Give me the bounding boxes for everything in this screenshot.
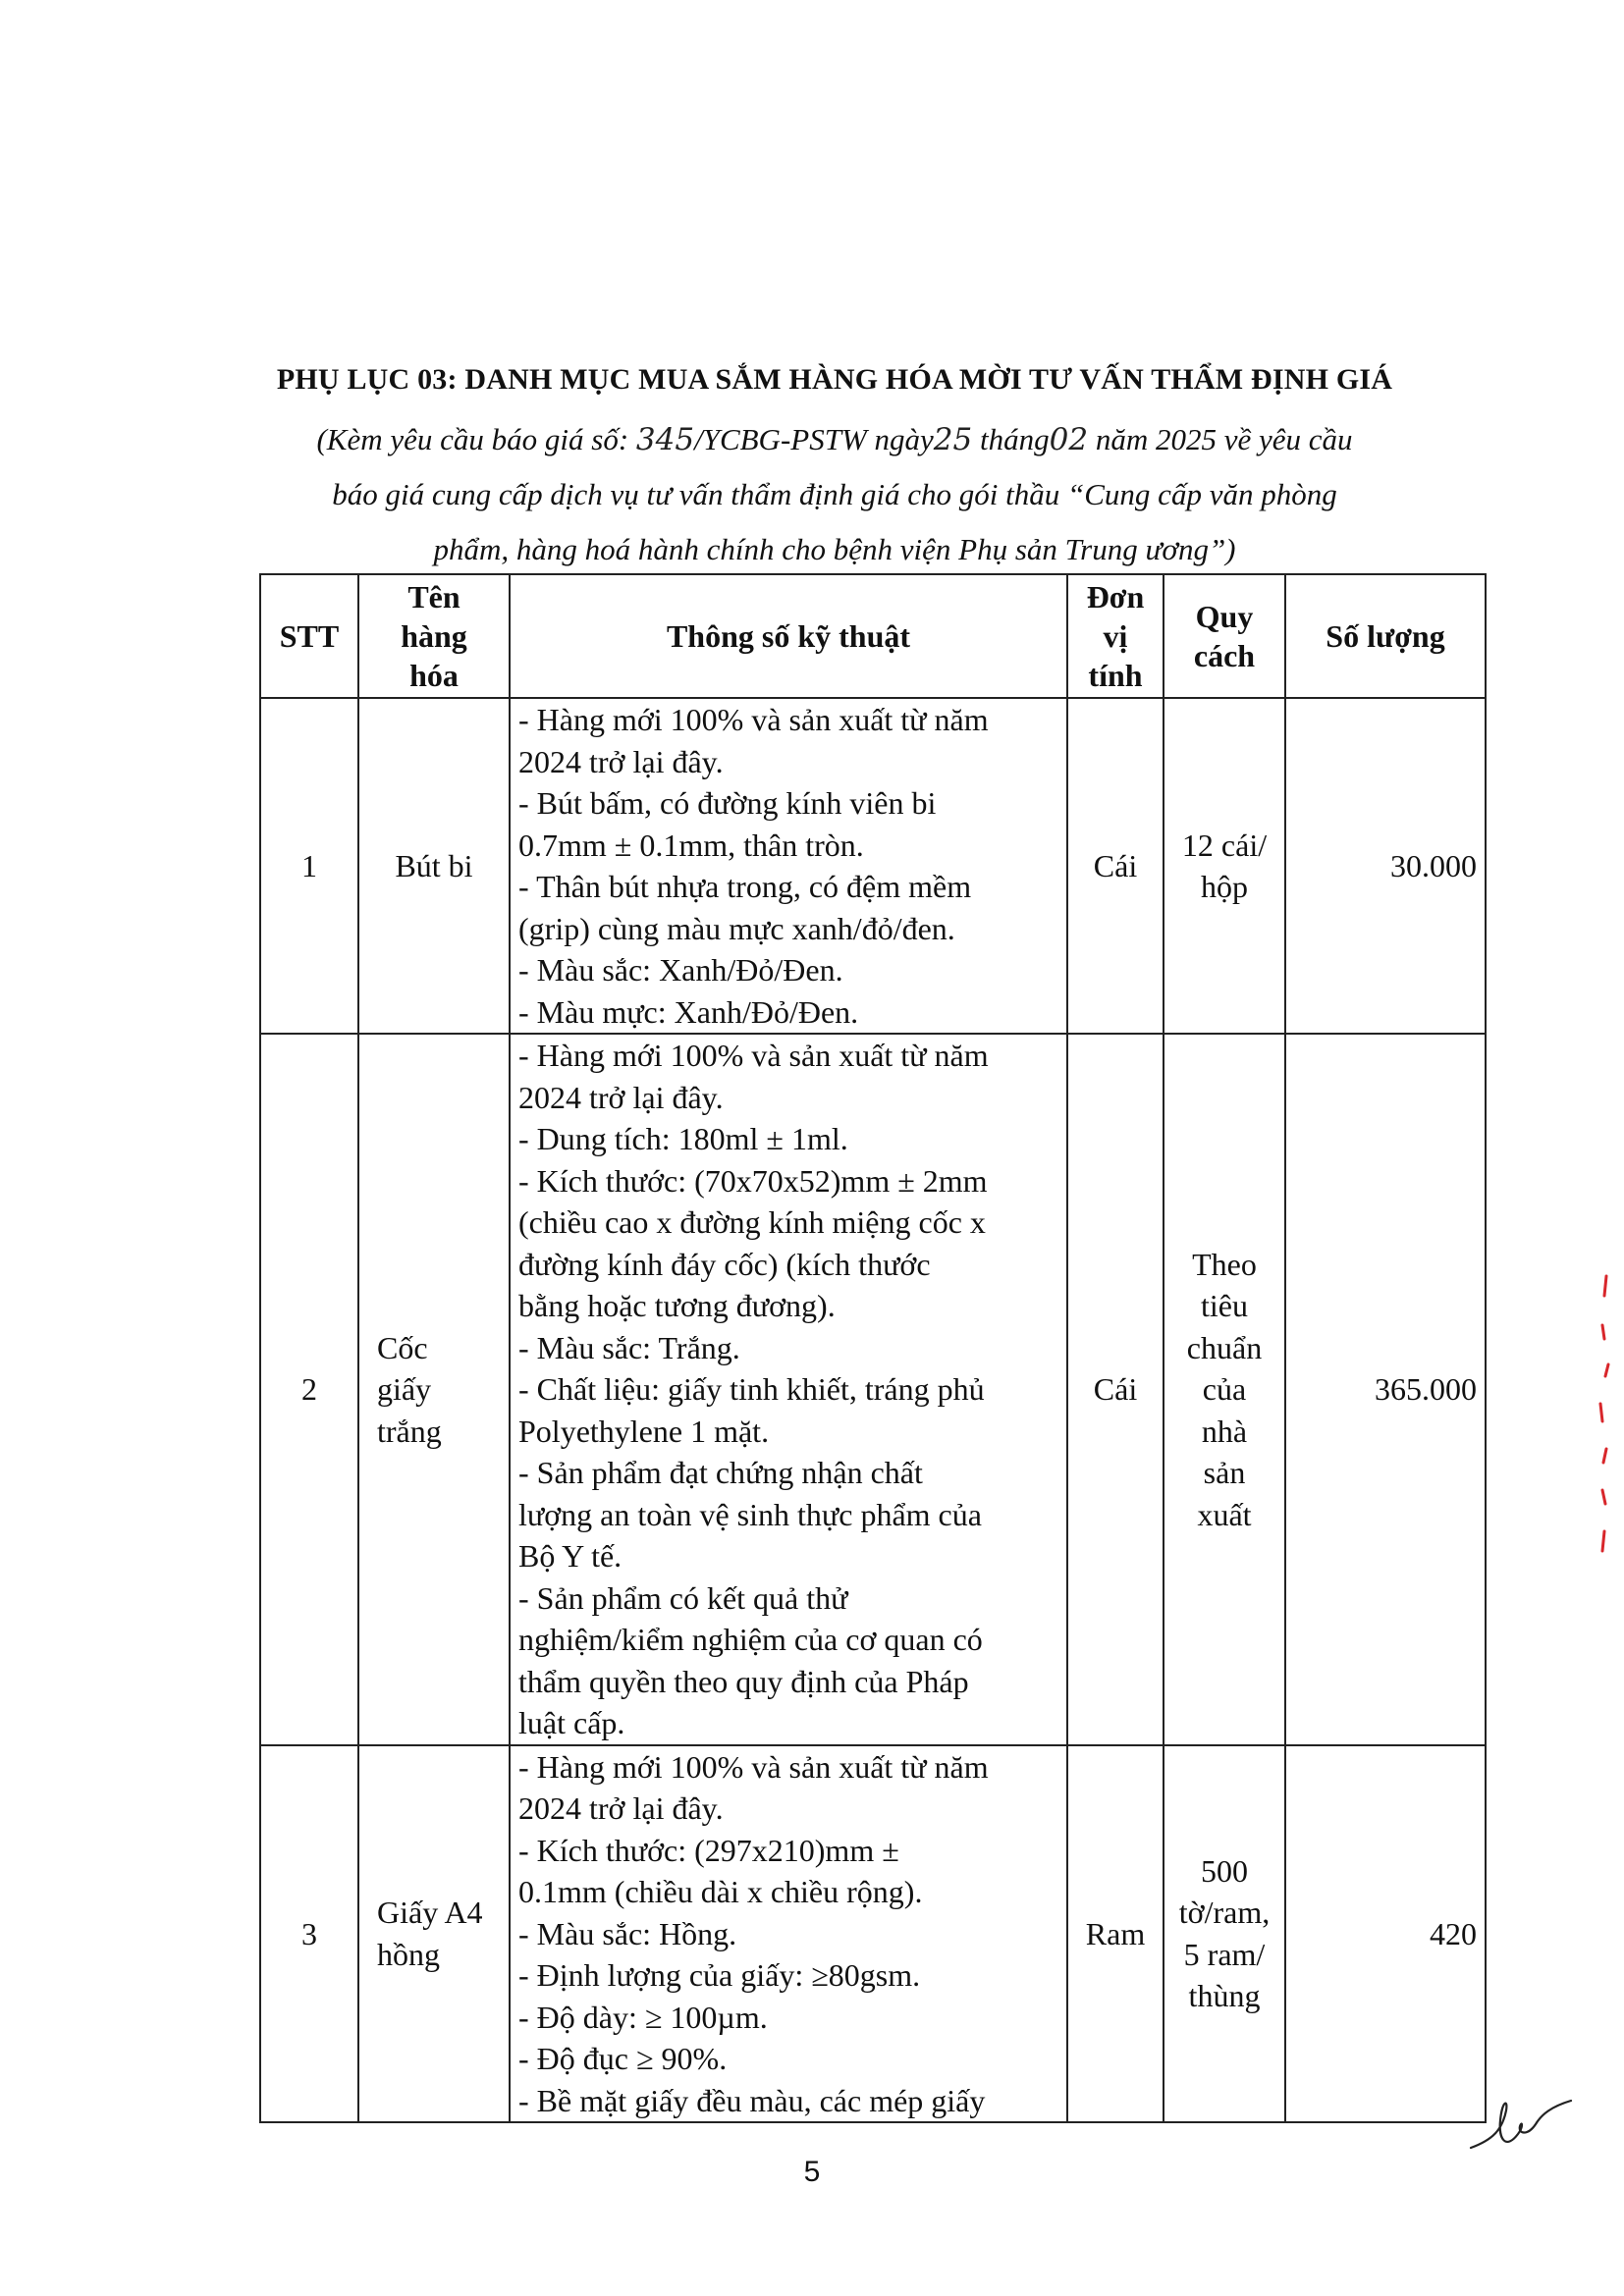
page-heading: PHỤ LỤC 03: DANH MỤC MUA SẮM HÀNG HÓA MỜI TƯ VẤN THẨM ĐỊNH GIÁ (276, 363, 1393, 396)
table-header-row (260, 574, 1486, 698)
cell-spec: - Hàng mới 100% và sản xuất từ năm 2024 trở lại đây. - Bút bấm, có đường kính viên bi 0.7mm ± 0.1mm, thân tròn. - Thân bút nhựa trong, có đệm mềm (grip) cùng màu mực xanh/đỏ/đen. - Màu sắc: Xanh/Đỏ/Đen. - Màu mực: Xanh/Đỏ/Đen. (510, 698, 1067, 1034)
cell-unit: Cái (1067, 1034, 1164, 1745)
header-stt: STT (260, 574, 358, 698)
header-qty: Số lượng (1285, 574, 1486, 698)
cell-unit: Ram (1067, 1745, 1164, 2123)
cell-stt: 2 (260, 1034, 358, 1745)
cell-spec: - Hàng mới 100% và sản xuất từ năm 2024 trở lại đây. - Dung tích: 180ml ± 1ml. - Kích thước: (70x70x52)mm ± 2mm (chiều cao x đường kính miệng cốc x đường kính đáy cốc) (kích thước bằng hoặc tương đương). - Màu sắc: Trắng. - Chất liệu: giấy tinh khiết, tráng phủ Polyethylene 1 mặt. - Sản phẩm đạt chứng nhận chất lượng an toàn vệ sinh thực phẩm của Bộ Y tế. - Sản phẩm có kết quả thử nghiệm/kiểm nghiệm của cơ quan có thẩm quyền theo quy định của Pháp luật cấp. (510, 1034, 1067, 1745)
cell-pack: 500 tờ/ram, 5 ram/ thùng (1164, 1745, 1285, 2123)
header-unit: Đơn vị tính (1067, 574, 1164, 698)
handwritten-month: 02 (1049, 422, 1089, 457)
handwritten-number: 345 (635, 422, 695, 457)
cell-qty: 30.000 (1285, 698, 1486, 1034)
cell-pack: 12 cái/ hộp (1164, 698, 1285, 1034)
reference-line-3: phẩm, hàng hoá hành chính cho bệnh viện Phụ sản Trung ương”) (433, 532, 1236, 566)
cell-stt: 3 (260, 1745, 358, 2123)
header-name: Tên hàng hóa (358, 574, 510, 698)
table-row (260, 1745, 1486, 2123)
page-number: 5 (803, 2156, 821, 2188)
cell-name: Giấy A4 hồng (358, 1745, 510, 2123)
reference-text (236, 412, 1434, 577)
stamp-mark-icon (1589, 1256, 1618, 1580)
cell-pack: Theo tiêu chuẩn của nhà sản xuất (1164, 1034, 1285, 1745)
cell-name: Cốc giấy trắng (358, 1034, 510, 1745)
cell-name: Bút bi (358, 698, 510, 1034)
cell-stt: 1 (260, 698, 358, 1034)
table-row (260, 1034, 1486, 1745)
signature-icon (1463, 2091, 1581, 2160)
cell-unit: Cái (1067, 698, 1164, 1034)
reference-line-2: báo giá cung cấp dịch vụ tư vấn thẩm định giá cho gói thầu “Cung cấp văn phòng (332, 477, 1337, 511)
handwritten-day: 25 (933, 422, 973, 457)
cell-qty: 420 (1285, 1745, 1486, 2123)
table-row (260, 698, 1486, 1034)
goods-table (259, 573, 1487, 2123)
cell-qty: 365.000 (1285, 1034, 1486, 1745)
cell-spec: - Hàng mới 100% và sản xuất từ năm 2024 trở lại đây. - Kích thước: (297x210)mm ± 0.1mm (chiều dài x chiều rộng). - Màu sắc: Hồng. - Định lượng của giấy: ≥80gsm. - Độ dày: ≥ 100µm. - Độ đục ≥ 90%. - Bề mặt giấy đều màu, các mép giấy (510, 1745, 1067, 2123)
header-spec: Thông số kỹ thuật (510, 574, 1067, 698)
header-pack: Quy cách (1164, 574, 1285, 698)
reference-line-1: (Kèm yêu cầu báo giá số: 345/YCBG-PSTW ngày25 tháng02 năm 2025 về yêu cầu (316, 422, 1353, 457)
